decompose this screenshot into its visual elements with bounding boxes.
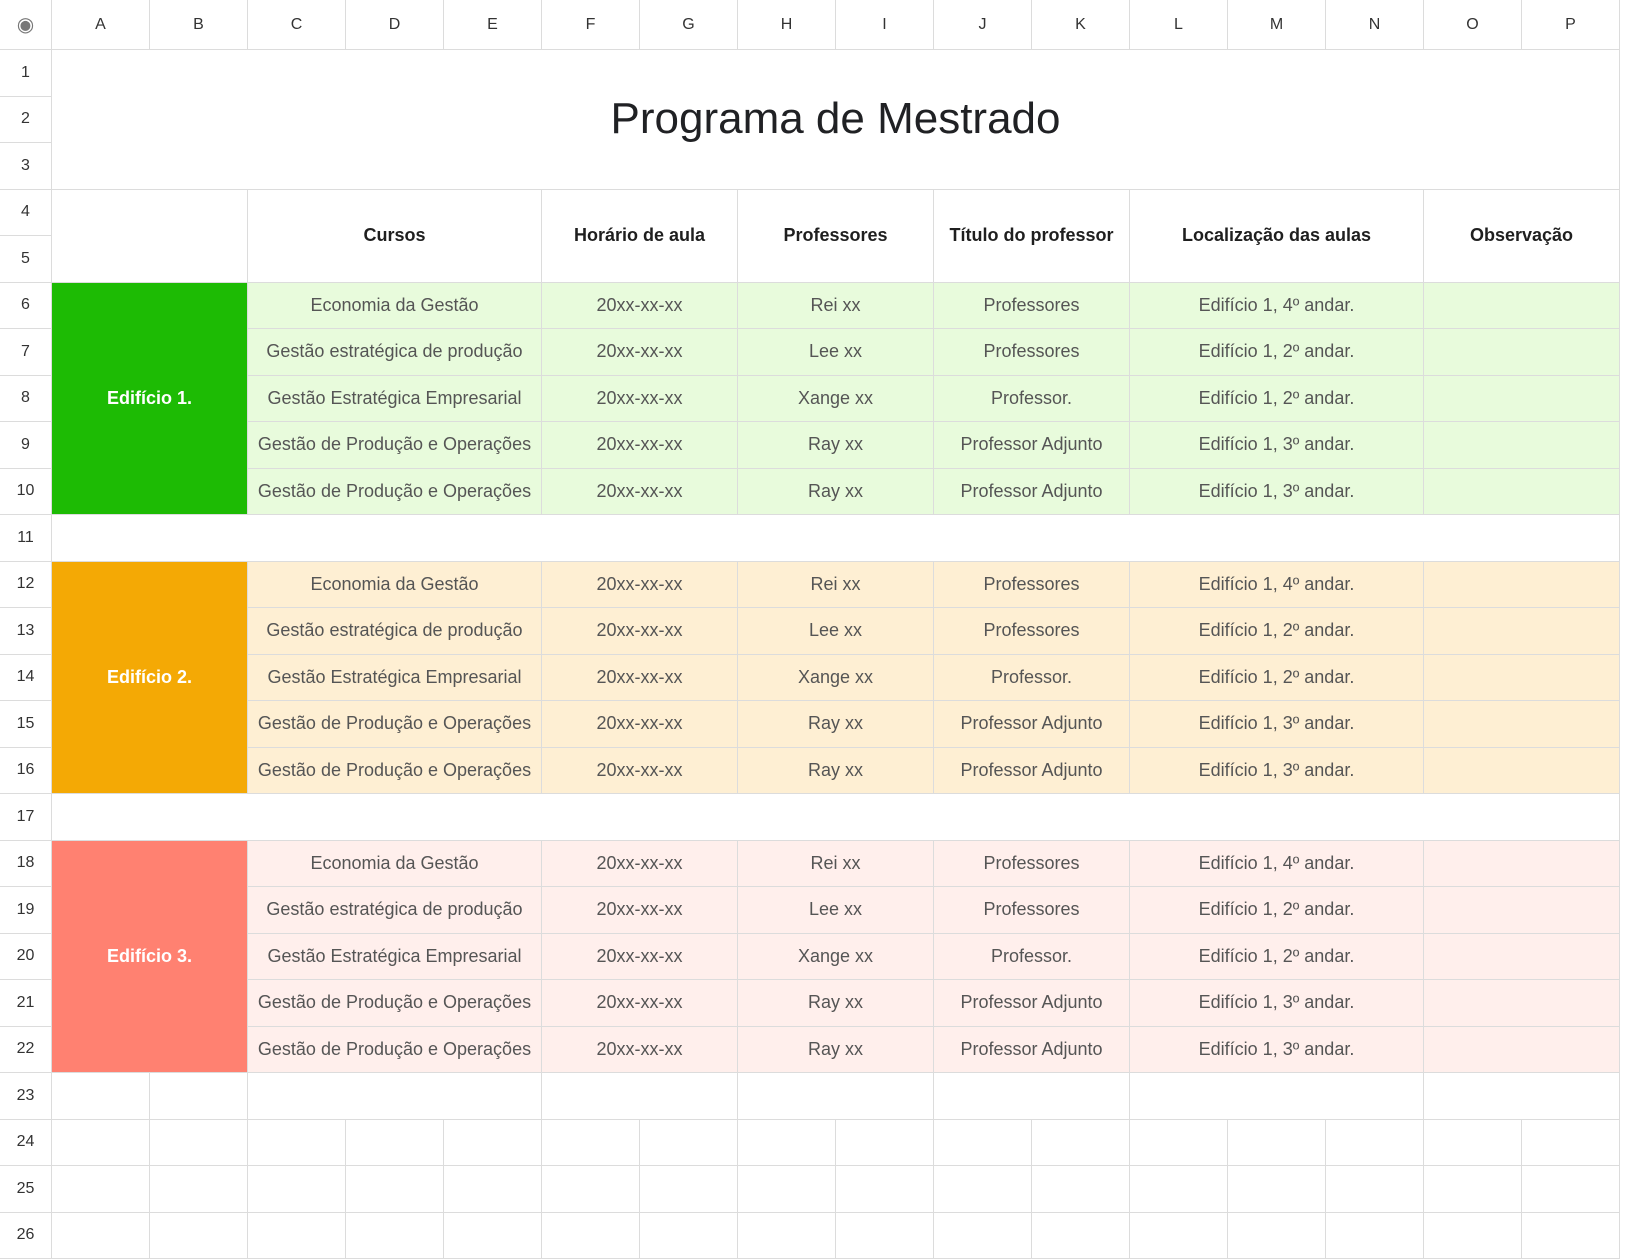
table-cell[interactable]: Gestão de Produção e Operações bbox=[248, 748, 542, 795]
empty-cell[interactable] bbox=[1326, 1213, 1424, 1259]
table-cell[interactable]: 20xx-xx-xx bbox=[542, 469, 738, 516]
empty-cell[interactable] bbox=[52, 1120, 150, 1167]
row-header-3[interactable]: 3 bbox=[0, 143, 52, 190]
empty-cell[interactable] bbox=[52, 1073, 150, 1120]
empty-cell[interactable] bbox=[248, 1120, 346, 1167]
empty-cell[interactable] bbox=[738, 1073, 934, 1120]
empty-cell[interactable] bbox=[150, 1120, 248, 1167]
table-cell[interactable]: Gestão de Produção e Operações bbox=[248, 701, 542, 748]
eye-icon: ◉ bbox=[17, 12, 34, 37]
table-cell[interactable]: Lee xx bbox=[738, 329, 934, 376]
building-label-1[interactable]: Edifício 1. bbox=[52, 283, 248, 516]
table-cell[interactable]: Edifício 1, 2º andar. bbox=[1130, 329, 1424, 376]
empty-cell[interactable] bbox=[640, 1166, 738, 1213]
table-cell[interactable]: 20xx-xx-xx bbox=[542, 655, 738, 702]
table-cell[interactable] bbox=[1424, 934, 1620, 981]
row-header-26[interactable]: 26 bbox=[0, 1213, 52, 1259]
empty-cell[interactable] bbox=[542, 1120, 640, 1167]
table-cell[interactable]: Ray xx bbox=[738, 748, 934, 795]
empty-cell[interactable] bbox=[836, 1120, 934, 1167]
table-cell[interactable] bbox=[1424, 1027, 1620, 1074]
empty-cell[interactable] bbox=[1424, 1120, 1522, 1167]
table-cell[interactable] bbox=[1424, 562, 1620, 609]
table-cell[interactable]: 20xx-xx-xx bbox=[542, 748, 738, 795]
empty-cell[interactable] bbox=[248, 1166, 346, 1213]
column-header-d[interactable]: D bbox=[346, 0, 444, 50]
empty-cell[interactable] bbox=[346, 1166, 444, 1213]
column-header-e[interactable]: E bbox=[444, 0, 542, 50]
empty-cell[interactable] bbox=[346, 1120, 444, 1167]
empty-cell[interactable] bbox=[1032, 1120, 1130, 1167]
row-header-6[interactable]: 6 bbox=[0, 283, 52, 330]
row-header-10[interactable]: 10 bbox=[0, 469, 52, 516]
table-cell[interactable]: 20xx-xx-xx bbox=[542, 283, 738, 330]
table-cell[interactable]: Edifício 1, 2º andar. bbox=[1130, 376, 1424, 423]
empty-cell[interactable] bbox=[1326, 1120, 1424, 1167]
empty-cell[interactable] bbox=[150, 1166, 248, 1213]
table-cell[interactable] bbox=[1424, 887, 1620, 934]
spacer-row[interactable] bbox=[52, 794, 1620, 841]
table-cell[interactable]: Professores bbox=[934, 283, 1130, 330]
table-cell[interactable] bbox=[1424, 980, 1620, 1027]
row-header-8[interactable]: 8 bbox=[0, 376, 52, 423]
header-blank[interactable] bbox=[52, 190, 248, 283]
table-cell[interactable]: Gestão estratégica de produção bbox=[248, 887, 542, 934]
table-cell[interactable]: Lee xx bbox=[738, 608, 934, 655]
empty-cell[interactable] bbox=[1032, 1213, 1130, 1259]
empty-cell[interactable] bbox=[1228, 1120, 1326, 1167]
row-header-13[interactable]: 13 bbox=[0, 608, 52, 655]
table-cell[interactable] bbox=[1424, 376, 1620, 423]
empty-cell[interactable] bbox=[1424, 1213, 1522, 1259]
table-cell[interactable]: Lee xx bbox=[738, 887, 934, 934]
column-header-n[interactable]: N bbox=[1326, 0, 1424, 50]
empty-cell[interactable] bbox=[1522, 1120, 1620, 1167]
table-cell[interactable]: Edifício 1, 2º andar. bbox=[1130, 887, 1424, 934]
header-2[interactable]: Horário de aula bbox=[542, 190, 738, 283]
table-cell[interactable]: Edifício 1, 3º andar. bbox=[1130, 422, 1424, 469]
column-header-k[interactable]: K bbox=[1032, 0, 1130, 50]
table-cell[interactable]: Xange xx bbox=[738, 376, 934, 423]
table-cell[interactable]: Edifício 1, 4º andar. bbox=[1130, 562, 1424, 609]
table-cell[interactable]: 20xx-xx-xx bbox=[542, 329, 738, 376]
empty-cell[interactable] bbox=[1228, 1213, 1326, 1259]
empty-cell[interactable] bbox=[542, 1166, 640, 1213]
empty-cell[interactable] bbox=[1424, 1073, 1620, 1120]
table-cell[interactable]: Gestão de Produção e Operações bbox=[248, 469, 542, 516]
row-header-23[interactable]: 23 bbox=[0, 1073, 52, 1120]
table-cell[interactable]: Economia da Gestão bbox=[248, 283, 542, 330]
table-cell[interactable]: Professor. bbox=[934, 376, 1130, 423]
row-header-24[interactable]: 24 bbox=[0, 1120, 52, 1167]
table-cell[interactable]: Edifício 1, 2º andar. bbox=[1130, 934, 1424, 981]
table-cell[interactable]: 20xx-xx-xx bbox=[542, 376, 738, 423]
table-cell[interactable]: Ray xx bbox=[738, 422, 934, 469]
column-header-m[interactable]: M bbox=[1228, 0, 1326, 50]
table-cell[interactable] bbox=[1424, 748, 1620, 795]
table-cell[interactable]: 20xx-xx-xx bbox=[542, 422, 738, 469]
table-cell[interactable]: Economia da Gestão bbox=[248, 841, 542, 888]
table-cell[interactable]: 20xx-xx-xx bbox=[542, 980, 738, 1027]
row-header-21[interactable]: 21 bbox=[0, 980, 52, 1027]
row-header-4[interactable]: 4 bbox=[0, 190, 52, 237]
table-cell[interactable]: Ray xx bbox=[738, 469, 934, 516]
empty-cell[interactable] bbox=[444, 1166, 542, 1213]
empty-cell[interactable] bbox=[346, 1213, 444, 1259]
row-header-17[interactable]: 17 bbox=[0, 794, 52, 841]
table-cell[interactable]: Ray xx bbox=[738, 980, 934, 1027]
table-cell[interactable]: Edifício 1, 3º andar. bbox=[1130, 748, 1424, 795]
row-header-18[interactable]: 18 bbox=[0, 841, 52, 888]
row-header-20[interactable]: 20 bbox=[0, 934, 52, 981]
table-cell[interactable]: 20xx-xx-xx bbox=[542, 608, 738, 655]
header-3[interactable]: Professores bbox=[738, 190, 934, 283]
column-header-p[interactable]: P bbox=[1522, 0, 1620, 50]
empty-cell[interactable] bbox=[1326, 1166, 1424, 1213]
select-all-corner[interactable] bbox=[0, 0, 52, 50]
empty-cell[interactable] bbox=[150, 1073, 248, 1120]
column-header-f[interactable]: F bbox=[542, 0, 640, 50]
row-header-9[interactable]: 9 bbox=[0, 422, 52, 469]
row-header-12[interactable]: 12 bbox=[0, 562, 52, 609]
empty-cell[interactable] bbox=[738, 1166, 836, 1213]
table-cell[interactable] bbox=[1424, 283, 1620, 330]
column-header-g[interactable]: G bbox=[640, 0, 738, 50]
empty-cell[interactable] bbox=[444, 1213, 542, 1259]
table-cell[interactable]: Edifício 1, 3º andar. bbox=[1130, 701, 1424, 748]
empty-cell[interactable] bbox=[1130, 1166, 1228, 1213]
table-cell[interactable]: 20xx-xx-xx bbox=[542, 701, 738, 748]
empty-cell[interactable] bbox=[542, 1073, 738, 1120]
row-header-7[interactable]: 7 bbox=[0, 329, 52, 376]
table-cell[interactable]: Professores bbox=[934, 329, 1130, 376]
building-label-3[interactable]: Edifício 3. bbox=[52, 841, 248, 1074]
table-cell[interactable]: Xange xx bbox=[738, 655, 934, 702]
header-4[interactable]: Título do professor bbox=[934, 190, 1130, 283]
table-cell[interactable]: Gestão Estratégica Empresarial bbox=[248, 655, 542, 702]
table-cell[interactable]: 20xx-xx-xx bbox=[542, 562, 738, 609]
empty-cell[interactable] bbox=[1032, 1166, 1130, 1213]
table-cell[interactable]: Rei xx bbox=[738, 283, 934, 330]
table-cell[interactable]: Professor Adjunto bbox=[934, 1027, 1130, 1074]
row-header-5[interactable]: 5 bbox=[0, 236, 52, 283]
header-1[interactable]: Cursos bbox=[248, 190, 542, 283]
table-cell[interactable]: Ray xx bbox=[738, 1027, 934, 1074]
table-cell[interactable] bbox=[1424, 701, 1620, 748]
empty-cell[interactable] bbox=[640, 1120, 738, 1167]
empty-cell[interactable] bbox=[1522, 1166, 1620, 1213]
table-cell[interactable]: Professor. bbox=[934, 655, 1130, 702]
table-cell[interactable]: Professor Adjunto bbox=[934, 980, 1130, 1027]
row-header-14[interactable]: 14 bbox=[0, 655, 52, 702]
empty-cell[interactable] bbox=[248, 1073, 542, 1120]
column-header-i[interactable]: I bbox=[836, 0, 934, 50]
table-cell[interactable]: Professor Adjunto bbox=[934, 701, 1130, 748]
empty-cell[interactable] bbox=[52, 1213, 150, 1259]
table-cell[interactable]: Xange xx bbox=[738, 934, 934, 981]
table-cell[interactable] bbox=[1424, 608, 1620, 655]
row-header-25[interactable]: 25 bbox=[0, 1166, 52, 1213]
page-title[interactable]: Programa de Mestrado bbox=[52, 50, 1620, 190]
header-5[interactable]: Localização das aulas bbox=[1130, 190, 1424, 283]
table-cell[interactable]: Professores bbox=[934, 562, 1130, 609]
empty-cell[interactable] bbox=[836, 1213, 934, 1259]
table-cell[interactable] bbox=[1424, 329, 1620, 376]
empty-cell[interactable] bbox=[1228, 1166, 1326, 1213]
row-header-15[interactable]: 15 bbox=[0, 701, 52, 748]
row-header-1[interactable]: 1 bbox=[0, 50, 52, 97]
table-cell[interactable]: Edifício 1, 2º andar. bbox=[1130, 655, 1424, 702]
table-cell[interactable]: Professor Adjunto bbox=[934, 422, 1130, 469]
empty-cell[interactable] bbox=[934, 1073, 1130, 1120]
table-cell[interactable]: Gestão de Produção e Operações bbox=[248, 1027, 542, 1074]
table-cell[interactable]: Gestão de Produção e Operações bbox=[248, 422, 542, 469]
table-cell[interactable]: Edifício 1, 4º andar. bbox=[1130, 283, 1424, 330]
empty-cell[interactable] bbox=[738, 1213, 836, 1259]
empty-cell[interactable] bbox=[836, 1166, 934, 1213]
empty-cell[interactable] bbox=[52, 1166, 150, 1213]
table-cell[interactable]: Rei xx bbox=[738, 562, 934, 609]
empty-cell[interactable] bbox=[150, 1213, 248, 1259]
table-cell[interactable]: Gestão Estratégica Empresarial bbox=[248, 934, 542, 981]
column-header-j[interactable]: J bbox=[934, 0, 1032, 50]
table-cell[interactable]: Professores bbox=[934, 841, 1130, 888]
empty-cell[interactable] bbox=[1130, 1073, 1424, 1120]
table-cell[interactable]: Gestão de Produção e Operações bbox=[248, 980, 542, 1027]
row-header-2[interactable]: 2 bbox=[0, 97, 52, 144]
empty-cell[interactable] bbox=[248, 1213, 346, 1259]
table-cell[interactable]: Edifício 1, 3º andar. bbox=[1130, 980, 1424, 1027]
empty-cell[interactable] bbox=[542, 1213, 640, 1259]
row-header-19[interactable]: 19 bbox=[0, 887, 52, 934]
table-cell[interactable]: Edifício 1, 4º andar. bbox=[1130, 841, 1424, 888]
empty-cell[interactable] bbox=[444, 1120, 542, 1167]
table-cell[interactable]: Professor Adjunto bbox=[934, 748, 1130, 795]
empty-cell[interactable] bbox=[1130, 1120, 1228, 1167]
table-cell[interactable] bbox=[1424, 655, 1620, 702]
table-cell[interactable]: Gestão estratégica de produção bbox=[248, 608, 542, 655]
empty-cell[interactable] bbox=[934, 1120, 1032, 1167]
row-header-11[interactable]: 11 bbox=[0, 515, 52, 562]
table-cell[interactable]: Professor. bbox=[934, 934, 1130, 981]
table-cell[interactable]: Rei xx bbox=[738, 841, 934, 888]
table-cell[interactable]: Professores bbox=[934, 608, 1130, 655]
empty-cell[interactable] bbox=[934, 1213, 1032, 1259]
row-header-22[interactable]: 22 bbox=[0, 1027, 52, 1074]
table-cell[interactable]: 20xx-xx-xx bbox=[542, 841, 738, 888]
empty-cell[interactable] bbox=[738, 1120, 836, 1167]
empty-cell[interactable] bbox=[1130, 1213, 1228, 1259]
table-cell[interactable] bbox=[1424, 841, 1620, 888]
building-label-2[interactable]: Edifício 2. bbox=[52, 562, 248, 795]
table-cell[interactable]: 20xx-xx-xx bbox=[542, 887, 738, 934]
table-cell[interactable]: Economia da Gestão bbox=[248, 562, 542, 609]
column-header-l[interactable]: L bbox=[1130, 0, 1228, 50]
empty-cell[interactable] bbox=[1424, 1166, 1522, 1213]
table-cell[interactable] bbox=[1424, 469, 1620, 516]
table-cell[interactable] bbox=[1424, 422, 1620, 469]
row-header-16[interactable]: 16 bbox=[0, 748, 52, 795]
table-cell[interactable]: Professor Adjunto bbox=[934, 469, 1130, 516]
header-6[interactable]: Observação bbox=[1424, 190, 1620, 283]
empty-cell[interactable] bbox=[1522, 1213, 1620, 1259]
table-cell[interactable]: Edifício 1, 2º andar. bbox=[1130, 608, 1424, 655]
column-header-c[interactable]: C bbox=[248, 0, 346, 50]
empty-cell[interactable] bbox=[934, 1166, 1032, 1213]
column-header-h[interactable]: H bbox=[738, 0, 836, 50]
table-cell[interactable]: Ray xx bbox=[738, 701, 934, 748]
table-cell[interactable]: Edifício 1, 3º andar. bbox=[1130, 1027, 1424, 1074]
table-cell[interactable]: 20xx-xx-xx bbox=[542, 1027, 738, 1074]
table-cell[interactable]: Edifício 1, 3º andar. bbox=[1130, 469, 1424, 516]
column-header-a[interactable]: A bbox=[52, 0, 150, 50]
column-header-b[interactable]: B bbox=[150, 0, 248, 50]
table-cell[interactable]: Professores bbox=[934, 887, 1130, 934]
spacer-row[interactable] bbox=[52, 515, 1620, 562]
table-cell[interactable]: 20xx-xx-xx bbox=[542, 934, 738, 981]
table-cell[interactable]: Gestão Estratégica Empresarial bbox=[248, 376, 542, 423]
column-header-o[interactable]: O bbox=[1424, 0, 1522, 50]
empty-cell[interactable] bbox=[640, 1213, 738, 1259]
table-cell[interactable]: Gestão estratégica de produção bbox=[248, 329, 542, 376]
